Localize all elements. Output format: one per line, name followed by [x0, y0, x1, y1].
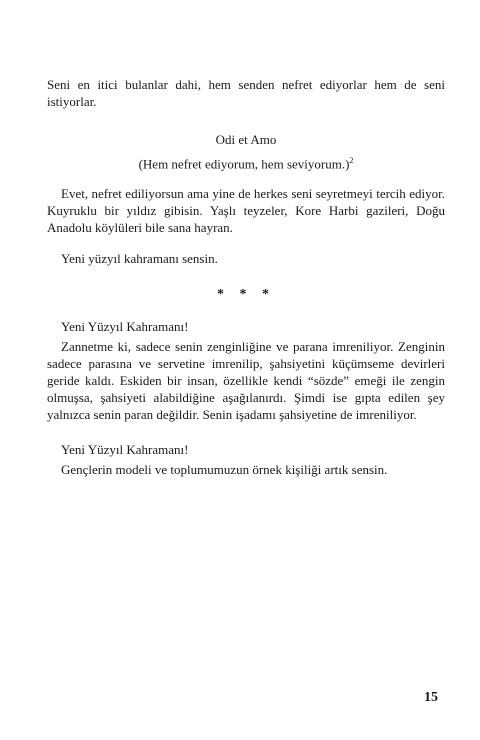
- page-number: 15: [424, 690, 438, 705]
- paragraph-1: Seni en itici bulanlar dahi, hem senden nefret ediyorlar hem de seni istiyorlar.: [47, 77, 445, 109]
- section-separator: * * *: [217, 287, 275, 302]
- quote-translation: [47, 152, 445, 172]
- paragraph-3: Yeni yüzyıl kahramanı sensin.: [61, 251, 218, 266]
- paragraph-5: Zannetme ki, sadece senin zenginliğine ve parana imreniliyor. Zenginin sadece parasına ve servetine imrenilip, şahsiyetini küçümseme devirleri geride kaldı. Eskiden bir insan, özellikle kendi “sözde” emeği ile zengin olmuşsa, şahsiyeti alabildiğine aşağılanırdı. Şimdi ise gıpta edilen şey yalnızca senin paran değildir. Senin işadamı şahsiyetine de imreniliyor.: [47, 339, 445, 422]
- quote-translation-text: (Hem nefret ediyorum, hem seviyorum.): [138, 156, 350, 172]
- paragraph-6: Yeni Yüzyıl Kahramanı!: [61, 442, 189, 457]
- quote-latin: Odi et Amo: [215, 132, 277, 147]
- paragraph-7: Gençlerin modeli ve toplumumuzun örnek kişiliği artık sensin.: [61, 462, 388, 477]
- footnote-marker: 2: [349, 156, 354, 165]
- paragraph-2: Evet, nefret ediliyorsun ama yine de herkes seni seyretmeyi tercih ediyor. Kuyruklu bir yıldız gibisin. Yaşlı teyzeler, Kore Harbi gazileri, Doğu Anadolu köylüleri bile sana hayran.: [47, 186, 445, 235]
- paragraph-4: Yeni Yüzyıl Kahramanı!: [61, 319, 189, 334]
